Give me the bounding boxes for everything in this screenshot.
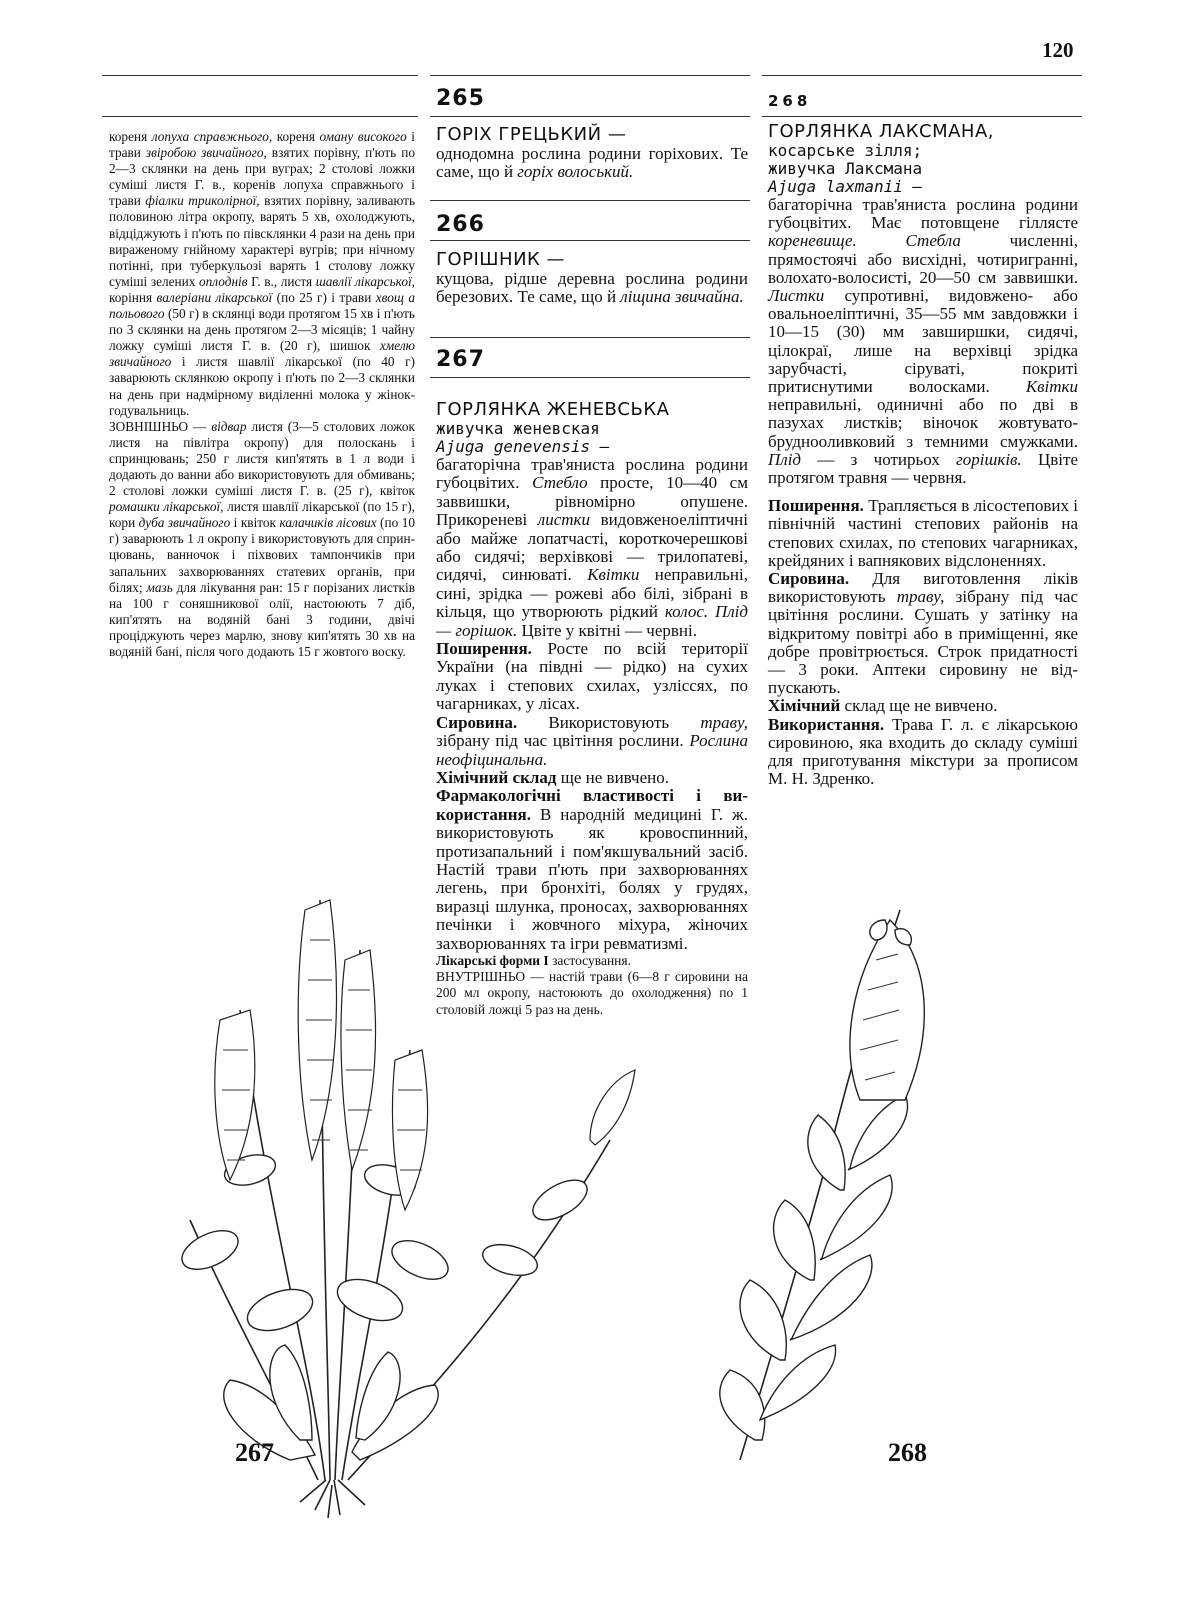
entry-268-description: багаторічна трав'яниста рослина родини губоцвітих. Має потовщене гіллясте кореневище. Стебла численні, прямостоячі або висхідні, чотиригранні, волохато-волосисті, 20—50 см заввишки. Листки супротивні, видовжено- або овальноеліптичні, 35—55 мм завдовжки і 10—15 (30) мм завширшки, сидячі, цілокраї, лише на верхівці зрідка зарубчасті, сіруваті, покриті притиснутими волосками. Квітки неправильні, одиничні або по дві в пазухах листків; віночок жовтувато-брудноoливковий з темними смужками. Плід — з чотирьох горішків. Цвіте протягом травня — червня.: [768, 195, 1079, 488]
entry-268-chemistry: Хімічний склад ще не вивчено.: [768, 696, 998, 716]
entry-267-synonym: живучка женевская: [436, 419, 600, 438]
entry-268-raw-material: Сировина. Для виготовлення ліків використовують траву, зібрану під час цвітіння рослини. Сушать у затінку на відкритому повітрі або в приміщенні, яке добре провітрюється. Строк придатності — 3 роки. Аптеки сировину не відпускають.: [768, 569, 1078, 698]
figure-label-267: 267: [235, 1438, 274, 1467]
entry-267-internal: ВНУТРІШНЬО — настій трави (6—8 г сировини на 200 мл окропу, настоюють до охолодження) по 1 столовій ложці 5 раз на день.: [436, 969, 748, 1017]
entry-number-268: 268: [768, 92, 812, 110]
entry-266-title: ГОРІШНИК —: [436, 249, 566, 270]
rule-header-left: [102, 116, 418, 117]
rule-mid-266-start: [430, 240, 750, 241]
rule-header-mid: [430, 116, 750, 117]
rule-header-right: [762, 116, 1082, 117]
page-number: 120: [1042, 38, 1074, 62]
rule-mid-267-start: [430, 377, 750, 378]
entry-267-chemistry: Хімічний склад ще не вивчено.: [436, 767, 669, 787]
rule-top-left: [102, 75, 418, 76]
entry-267-forms: Лікарські форми І застосування.: [436, 952, 631, 968]
entry-267-description: багаторічна трав'яниста рослина родини губоцвітих. Стебло просте, 10—40 см заввишки, рівномірно опушене. Прикореневі листки видовженоеліптичні або майже лопатчасті, короткочерешкові або сидячі; верхівкові — трилопатеві, сидячі, синюваті. Квітки неправильні, сині, зрідка — рожеві або білі, зібрані в кільця, що утворюють рідкий колос. Плід — горішок. Цвіте у квітні — червні.: [436, 455, 748, 640]
left-paragraph-2: ЗОВНІШНЬО — відвар листя (3—5 столових ложок листя на півлітра окропу) для полоскань і спринцювань; 250 г листя кип'ятять в 1 л води і додають до ванни або використовують для обмивань; 2 столові ложки суміші листя Г. в. (25 г), квіток ромашки лікарської, листя шавлії лікарської (по 15 г), кори дуба звичайного і квіток калачиків лісових (по 10 г) заварюють 1 л окропу і використовують для спринцювань, ванночок і піхвових тампончиків при запальних захворюваннях статевих органів, при білях; мазь для лікування ран: 15 г порізаних листків на 100 г соняшникової олії, настоюють 7 діб, кип'ятять на водяній бані 3 години, двічі проціджують через марлю, знову кип'ятять 30 хв на водяній бані, після чого додають 15 г жовтого воску.: [109, 418, 416, 659]
entry-268: [768, 122, 1078, 789]
entry-268-distribution: Поширення. Трапляється в лісостепових і північній частині степових районів на степових схилах, по степових чагарниках, крейдяних і вапнякових відслоненнях.: [768, 496, 1078, 570]
rule-top-right: [762, 75, 1082, 76]
left-column: [109, 129, 415, 660]
rule-mid-266-end: [430, 337, 750, 338]
entry-266: [436, 250, 748, 307]
entry-267-title: ГОРЛЯНКА ЖЕНЕВСЬКА: [436, 399, 670, 420]
entry-268-use: Використання. Трава Г. л. є лікарською сировиною, яка входить до складу суміші для приготування мікстури за прописом М. Н. Здренко.: [768, 714, 1078, 789]
rule-top-mid: [430, 75, 750, 76]
entry-267-raw-material: Сировина. Використовують траву, зібрану під час цвітіння рослини. Рослина неофіцинальна.: [436, 712, 749, 769]
entry-268-title: ГОРЛЯНКА ЛАКСМАНА,: [768, 121, 995, 142]
entry-268-synonym-2: живучка Лаксмана: [768, 159, 923, 178]
entry-number-265: 265: [436, 86, 485, 111]
entry-266-text: кущова, рідше деревна рослина родини березових. Те саме, що й ліщина звичайна.: [436, 269, 748, 307]
figure-label-268: 268: [888, 1438, 927, 1467]
entry-number-267: 267: [436, 347, 485, 372]
entry-265-title: ГОРІХ ГРЕЦЬКИЙ —: [436, 124, 627, 145]
rule-mid-265-end: [430, 200, 750, 201]
entry-number-266: 266: [436, 212, 485, 237]
entry-267-latin: Ajuga genevensis —: [436, 437, 610, 456]
entry-267-distribution: Поширення. Росте по всій території України (на півдні — рідко) на сухих луках і степових схилах, узліссях, по чагарниках, у лісах.: [436, 639, 748, 714]
entry-265-text: однодомна рослина родини горіхових. Те саме, що й горіх волоський.: [436, 144, 748, 182]
plant-illustration-268: [700, 900, 1080, 1500]
entry-268-synonym-1: косарське зілля;: [768, 141, 923, 160]
entry-268-latin: Ajuga laxmanii —: [768, 177, 923, 196]
entry-267-pharmacology: Фармакологічні властивості і використання. В народній медицині Г. ж. використовують як кровоспинний, протизапальний і пом'якшувальний засіб. Настій трави п'ють при захворюваннях легень, при бронхіті, болях у грудях, виразці шлунка, проносах, захворюваннях печінки і жовчного міхура, жіночих захворюваннях та ігри ревматизмі.: [436, 786, 748, 953]
plant-illustration-267: [90, 840, 750, 1520]
left-paragraph-1: кореня лопуха справжнього, кореня оману високого і трави звіробою звичайного, взятих порівну, п'ють по 2—3 склянки на день при вуграх; 2 столові ложки суміші листя Г. в., коренів лопуха справжнього і трави фіалки триколірної, взятих порівну, заливають половиною літра окропу, варять 5 хв, охолоджують, відціджують і п'ють по півсклянки 4 рази на день при вираженому гнійному характері вугрів; при нічному потінні, при туберкульозі варять 1 столову ложку суміші зелених оплоднів Г. в., листя шавлії лікарської, коріння валеріани лікарської (по 25 г) і трави хвощ а польового (50 г) в склянці води протягом 15 хв і п'ють по 3 склянки на день протягом 2—3 місяців; 1 чайну ложку суміші листя Г. в. (20 г), шишок хмелю звичайного і листя шавлії лікарської (по 40 г) заварюють склянкою окропу і п'ють по 2—3 склянки на день при надмірному виділенні молока у жінок-годувальниць.: [109, 129, 416, 418]
entry-265: [436, 125, 748, 182]
